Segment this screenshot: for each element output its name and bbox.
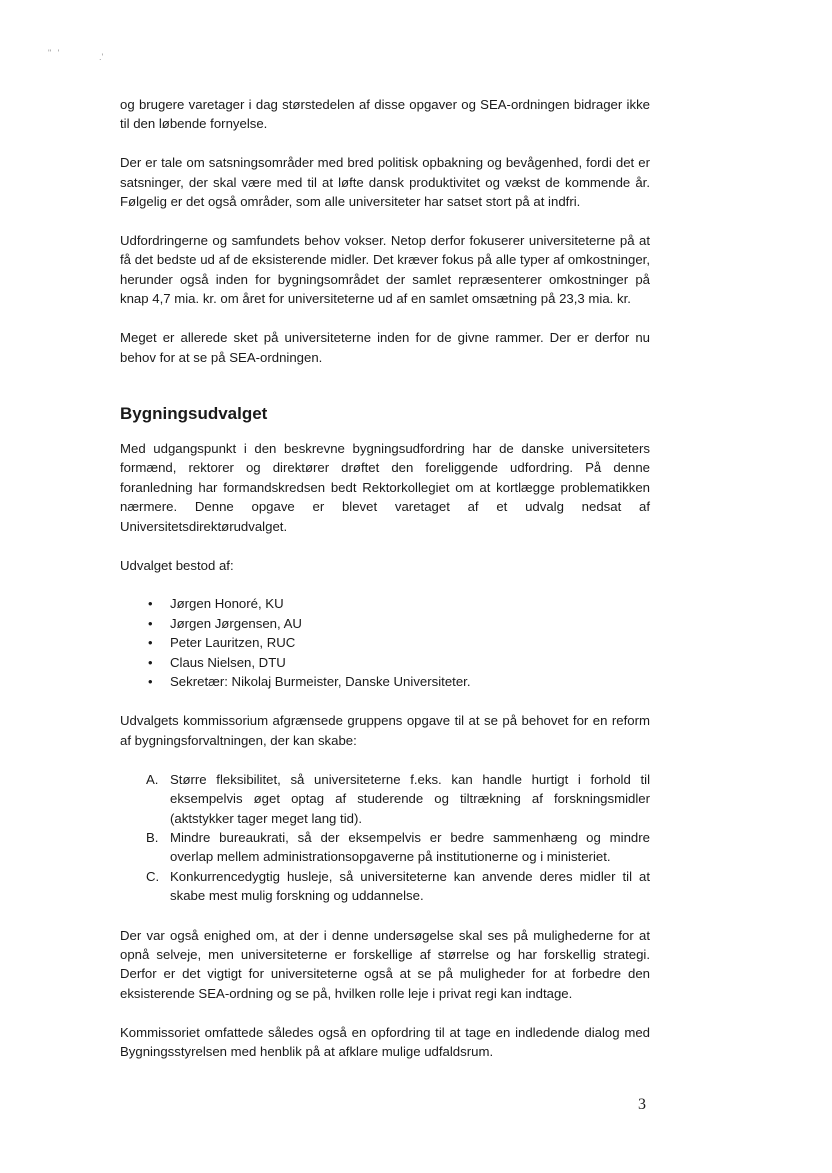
section-heading: Bygningsudvalget <box>120 403 268 423</box>
list-item: C. Konkurrencedygtig husleje, så universiteterne kan anvende deres midler til at skabe mest mulig forskning og uddannelse. <box>146 868 650 904</box>
bullet-icon: • <box>148 635 153 651</box>
bullet-icon: • <box>148 615 153 631</box>
paragraph: Udvalgets kommissorium afgrænsede gruppens opgave til at se på behovet for en reform af bygningsforvaltningen, der kan skabe: <box>120 713 650 748</box>
list-marker: B. <box>146 829 159 845</box>
list-item: B. Mindre bureaukrati, så der eksempelvis er bedre sammenhæng og mindre overlap mellem administrationsopgaverne på institutionerne og i ministeriet. <box>146 829 650 865</box>
scan-mark: " ' <box>48 48 62 58</box>
scan-mark: .' <box>99 52 104 62</box>
bullet-icon: • <box>148 674 153 690</box>
list-item: • Claus Nielsen, DTU <box>148 653 650 672</box>
list-item: • Peter Lauritzen, RUC <box>148 633 650 652</box>
paragraph: Kommissoriet omfattede således også en opfordring til at tage en indledende dialog med Bygningsstyrelsen med henblik på at afklare mulige udfaldsrum. <box>120 1024 650 1060</box>
paragraph: og brugere varetager i dag størstedelen af disse opgaver og SEA-ordningen bidrager ikke til den løbende fornyelse. <box>120 97 650 132</box>
goals-list <box>120 770 650 906</box>
list-item: • Jørgen Jørgensen, AU <box>148 614 650 633</box>
members-intro: Udvalget bestod af: <box>120 557 234 573</box>
list-item: • Sekretær: Nikolaj Burmeister, Danske Universiteter. <box>148 672 650 691</box>
page-number: 3 <box>638 1096 646 1113</box>
paragraph: Der er tale om satsningsområder med bred politisk opbakning og bevågenhed, fordi det er satsninger, der skal være med til at løfte dansk produktivitet og vækst de kommende år. Følgelig er det også områder, som alle universiteter har satset stort på at indfri. <box>120 155 650 210</box>
paragraph: Med udgangspunkt i den beskrevne bygningsudfordring har de danske universiteters formænd, rektorer og direktører drøftet den foreliggende udfordring. På denne foranledning har formandskredsen bedt Rektorkollegiet om at kortlægge problematikken nærmere. Denne opgave er blevet varetaget af et udvalg nedsat af Universitetsdirektørudvalget. <box>120 440 650 534</box>
paragraph: Udfordringerne og samfundets behov vokser. Netop derfor fokuserer universiteterne på at få det bedste ud af de eksisterende midler. Det kræver fokus på alle typer af omkostninger, herunder også inden for bygningsområdet der samlet repræsenterer omkostninger på knap 4,7 mia. kr. om året for universiteterne ud af en samlet omsætning på 23,3 mia. kr. <box>120 233 650 307</box>
list-item: • Jørgen Honoré, KU <box>148 594 650 613</box>
list-marker: A. <box>146 771 159 787</box>
paragraph: Meget er allerede sket på universiteterne inden for de givne rammer. Der er derfor nu behov for at se på SEA-ordningen. <box>120 330 650 365</box>
bullet-icon: • <box>148 654 153 670</box>
list-item: A. Større fleksibilitet, så universiteterne f.eks. kan handle hurtigt i forhold til eksempelvis øget optag af studerende og tiltrækning af forskningsmidler (aktstykker tager meget lang tid). <box>146 771 650 826</box>
list-marker: C. <box>146 868 160 884</box>
bullet-icon: • <box>148 596 153 612</box>
document-body <box>120 95 650 1081</box>
paragraph: Der var også enighed om, at der i denne undersøgelse skal ses på mulighederne for at opnå selveje, men universiteterne er forskellige af størrelse og har forskellig strategi. Derfor er det vigtigt for universiteterne også at se på muligheder for at forbedre den eksisterende SEA-ordning og se på, hvilken rolle leje i privat regi kan indtage. <box>120 927 650 1001</box>
members-list <box>120 594 650 691</box>
